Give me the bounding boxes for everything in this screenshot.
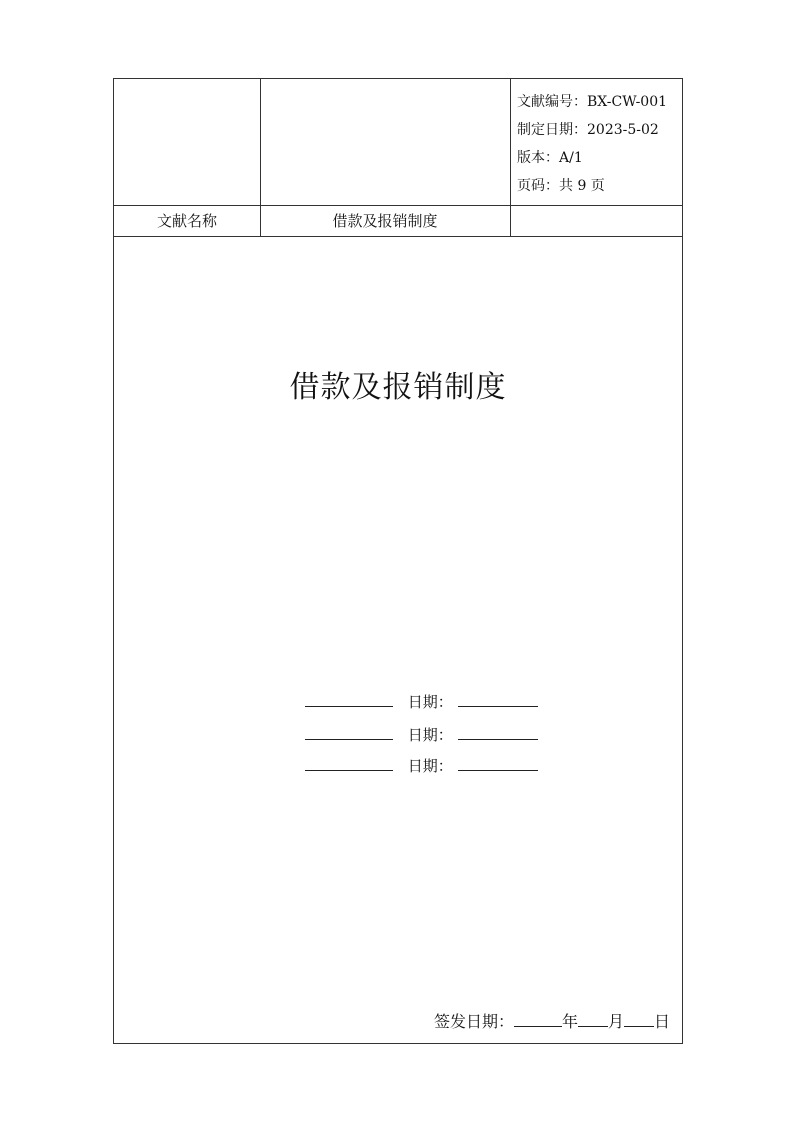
- issue-date-label: 签发日期：: [433, 1012, 514, 1031]
- signature-date-blank[interactable]: [458, 756, 538, 771]
- issue-year-label: 年: [561, 1012, 578, 1031]
- signature-row: [305, 691, 545, 715]
- page-count: 页码：共 9 页: [517, 178, 605, 194]
- signature-date-label: 日期：: [407, 757, 453, 775]
- issue-day-label: 日: [653, 1012, 670, 1031]
- signature-date-blank[interactable]: [458, 725, 538, 740]
- signature-row: [305, 755, 545, 779]
- signature-row: [305, 724, 545, 748]
- issue-date: [434, 1009, 670, 1032]
- version: 版本：A/1: [517, 150, 583, 166]
- header-row-divider: [114, 205, 682, 206]
- doc-name-value: 借款及报销制度: [332, 212, 438, 230]
- issue-month-label: 月: [607, 1012, 624, 1031]
- page-title: 借款及报销制度: [289, 370, 507, 405]
- signature-date-label: 日期：: [407, 726, 453, 744]
- doc-number: 文献编号：BX-CW-001: [517, 94, 668, 110]
- issue-year-blank[interactable]: [514, 1012, 562, 1027]
- issue-month-blank[interactable]: [578, 1012, 608, 1027]
- signature-blank[interactable]: [305, 756, 393, 771]
- header-divider-2: [510, 79, 511, 236]
- doc-name-label: 文献名称: [156, 212, 217, 230]
- issue-day-blank[interactable]: [624, 1012, 654, 1027]
- header-bottom-divider: [114, 236, 682, 237]
- document-frame: [113, 78, 683, 1044]
- signature-blank[interactable]: [305, 692, 393, 707]
- signature-date-blank[interactable]: [458, 692, 538, 707]
- signature-date-label: 日期：: [407, 693, 453, 711]
- signature-blank[interactable]: [305, 725, 393, 740]
- made-date: 制定日期：2023-5-02: [517, 122, 659, 138]
